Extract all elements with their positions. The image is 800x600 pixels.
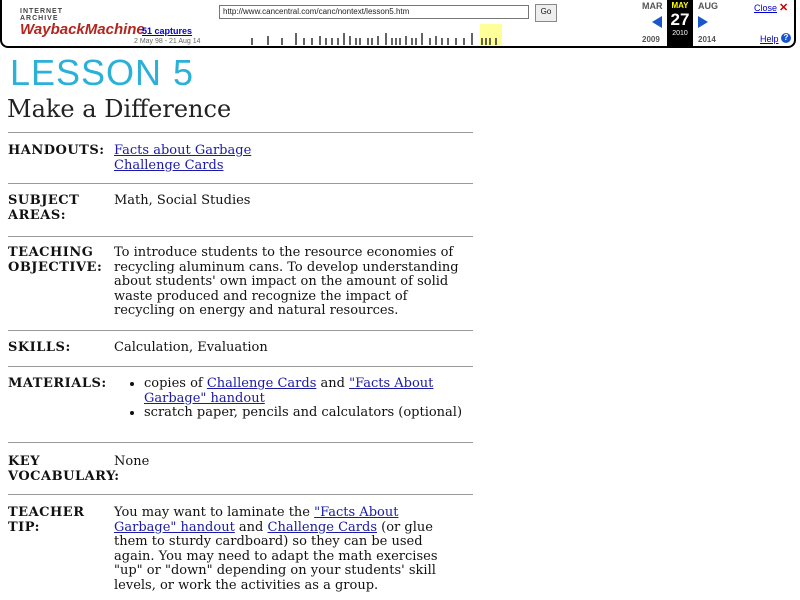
divider [8,330,473,331]
help-link[interactable]: Help [760,34,779,44]
prev-year-label[interactable]: 2009 [642,35,660,44]
divider [8,183,473,184]
handouts-label: HANDOUTS: [8,143,105,158]
facts-about-garbage-handout-link[interactable]: "Facts About Garbage" handout [144,376,434,406]
close-link[interactable]: Close [754,3,778,13]
key-vocabulary-label [8,454,120,484]
tip-text: (or glue them to sturdy cardboard) so they can be used again. You may need to adapt the math exercises "up" or "down" depending on your students' skill levels, or work the activities as a group. [114,519,438,593]
divider [8,366,473,367]
url-input[interactable]: http://www.cancentral.com/canc/nontext/lesson5.htm [219,5,529,19]
challenge-cards-link[interactable]: Challenge Cards [206,376,317,391]
label-line: OBJECTIVE: [8,259,103,275]
captures-link[interactable]: 51 captures [142,26,193,36]
challenge-cards-link[interactable]: Challenge Cards [267,519,378,535]
divider [8,442,473,443]
logo-main-text: WaybackMachine [20,21,145,38]
skills-label: SKILLS: [8,340,71,355]
divider [8,494,473,495]
list-item: • scratch paper, pencils and calculators (optional) [144,406,464,421]
label-line: AREAS: [8,207,67,223]
divider [8,236,473,237]
challenge-cards-link[interactable]: Challenge Cards [114,157,224,173]
skills-value: Calculation, Evaluation [114,340,268,355]
facts-about-garbage-handout-link[interactable]: "Facts About Garbage" handout [114,505,399,535]
label-line: VOCABULARY: [8,468,120,484]
subject-areas-value: Math, Social Studies [114,193,251,208]
sparkline-highlight [480,24,502,45]
next-year-label[interactable]: 2014 [698,35,716,44]
current-month: MAY [671,1,689,10]
teacher-tip-value [114,506,464,593]
tip-text: and [234,519,268,535]
label-line: TIP: [8,519,40,535]
current-day: 27 [670,10,690,29]
materials-text: and [316,376,350,391]
prev-capture-arrow-icon[interactable] [652,16,662,28]
lesson-number-heading: LESSON 5 [10,52,195,93]
close-icon[interactable]: ✕ [779,2,789,14]
list-item [144,377,464,406]
page-title: Make a Difference [7,95,232,123]
help-icon[interactable]: ? [781,33,791,43]
materials-label: MATERIALS: [8,376,107,391]
logo-top-text: INTERNET ARCHIVE [20,8,63,22]
label-line: TEACHER [8,505,85,520]
next-capture-arrow-icon[interactable] [698,16,708,28]
prev-month-label[interactable]: MAR [642,1,663,11]
wayback-logo[interactable] [20,8,145,40]
label-line: TEACHING [8,245,94,260]
label-line: KEY [8,454,40,469]
subject-areas-label [8,194,113,223]
tip-text: You may want to laminate the [114,505,315,520]
key-vocabulary-value: None [114,454,150,469]
label-line: SUBJECT [8,193,80,208]
current-year: 2010 [672,30,688,37]
teaching-objective-value: To introduce students to the resource economies of recycling aluminum cans. To develop understanding about students' own impact on the amount of solid waste produced and recognize the impact of recycling on energy and natural resources. [114,245,459,318]
go-button[interactable]: Go [535,4,557,22]
capture-sparkline[interactable] [220,24,610,45]
next-month-label[interactable]: AUG [698,1,718,11]
current-capture-date [667,0,693,46]
wayback-toolbar [0,0,796,48]
materials-text: copies of [144,376,207,391]
capture-range: 2 May 98 - 21 Aug 14 [134,38,201,45]
teaching-objective-label [8,246,113,275]
materials-list [114,377,464,421]
facts-about-garbage-link[interactable]: Facts about Garbage [114,143,252,158]
divider [8,132,473,133]
teacher-tip-label [8,506,113,535]
sparkline-bars [252,33,496,45]
